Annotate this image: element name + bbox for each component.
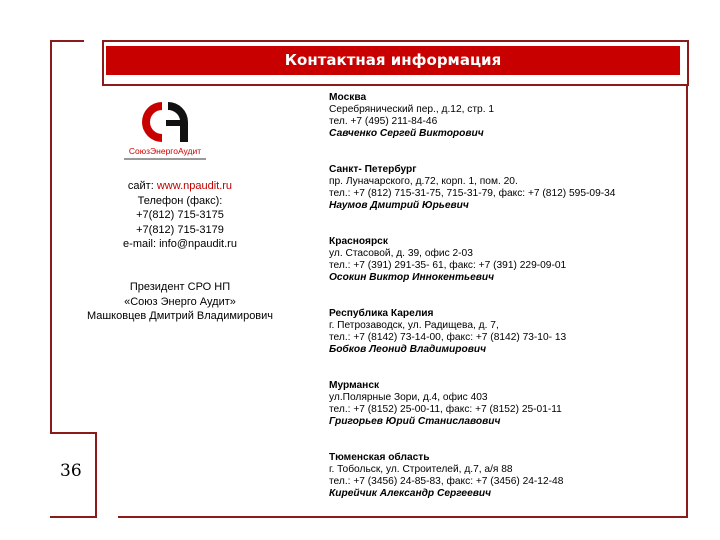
page-number: 36 [60,461,82,481]
phone-2: +7(812) 715-3179 [136,223,224,236]
president-title: Президент СРО НП [129,281,231,293]
person: Кирейчик Александр Сергеевич [329,488,492,499]
email[interactable]: e-mail: info@npaudit.ru [123,238,237,250]
address: пр. Луначарского, д.72, корп. 1, пом. 20. [329,176,518,187]
contact-block [329,452,684,500]
address: г. Петрозаводск, ул. Радищева, д. 7, [329,320,499,331]
phone: тел.: +7 (8152) 25-00-11, факс: +7 (8152) 25-01-11 [329,404,562,415]
regional-contacts [329,92,684,524]
person: Осокин Виктор Иннокентьевич [329,272,495,283]
contact-block [329,164,684,212]
city: Мурманск [329,380,380,391]
address: Серебрянический пер., д.12, стр. 1 [329,104,495,115]
phone: тел.: +7 (8142) 73-14-00, факс: +7 (8142) 73-10- 13 [329,332,567,343]
phone-label: Телефон (факс): [137,194,223,207]
frame-top-line [50,40,84,42]
person: Григорьев Юрий Станиславович [329,416,501,427]
city: Санкт- Петербург [329,164,417,175]
phone-1: +7(812) 715-3175 [136,209,224,221]
phone: тел.: +7 (3456) 24-85-83, факс: +7 (3456) 24-12-48 [329,476,564,487]
site-label: сайт: [127,180,154,192]
contact-block [329,236,684,284]
city: Красноярск [329,236,388,247]
svg-text:СоюзЭнергоАудит: СоюзЭнергоАудит [128,146,202,156]
frame-right-line [686,84,688,518]
city: Республика Карелия [329,308,434,319]
site-link[interactable]: www.npaudit.ru [156,180,233,192]
contact-block [329,308,684,356]
company-logo [110,96,220,164]
person: Наумов Дмитрий Юрьевич [329,200,469,211]
city: Москва [329,92,367,103]
city: Тюменская область [329,452,430,463]
address: г. Тобольск, ул. Строителей, д.7, а/я 88 [329,464,513,475]
contact-block [329,92,684,140]
organization-name: «Союз Энерго Аудит» [124,295,236,308]
president-info [60,280,300,324]
frame-bottom-left [50,516,97,518]
phone: тел. +7 (495) 211-84-46 [329,116,438,127]
person: Бобков Леонид Владимирович [329,344,487,355]
frame-step-vertical [95,432,97,518]
address: ул.Полярные Зори, д.4, офис 403 [329,392,488,403]
contact-block [329,380,684,428]
phone: тел.: +7 (391) 291-35- 61, факс: +7 (391) 229-09-01 [329,260,567,271]
frame-step-line [50,432,97,434]
frame-left-line [50,40,52,434]
phone: тел.: +7 (812) 715-31-75, 715-31-79, факс: +7 (812) 595-09-34 [329,188,616,199]
logo-emblem-icon [110,96,220,164]
company-contact-info [60,179,300,252]
page-title: Контактная информация [106,46,680,75]
person: Савченко Сергей Викторович [329,128,484,139]
president-name: Машковцев Дмитрий Владимирович [86,310,274,322]
address: ул. Стасовой, д. 39, офис 2-03 [329,248,473,259]
